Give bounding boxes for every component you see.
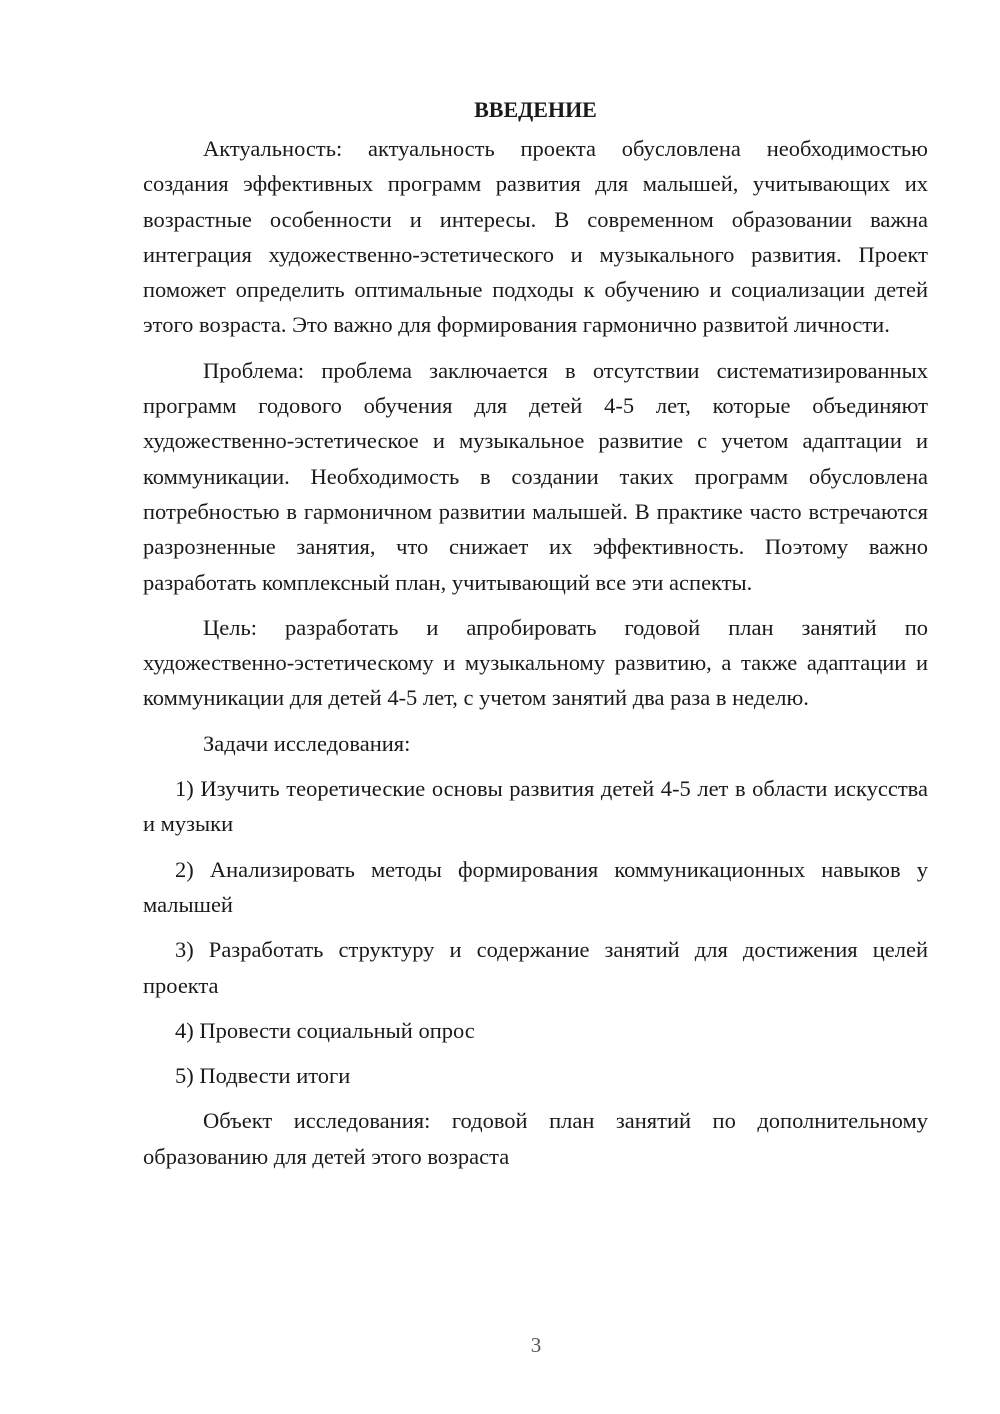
- page-number: 3: [530, 1333, 542, 1357]
- object-paragraph: Объект исследования: годовой план занятий по дополнительному образованию для детей этого возраста: [143, 1108, 928, 1169]
- task-item-2: 2) Анализировать методы формирования коммуникационных навыков у малышей: [143, 856, 928, 917]
- tasks-heading: Задачи исследования:: [203, 730, 411, 756]
- relevance-paragraph: Актуальность: актуальность проекта обусловлена необходимостью создания эффективных программ развития для малышей, учитывающих их возрастные особенности и интересы. В современном образовании важна интеграция художественно-эстетического и музыкального развития. Проект поможет определить оптимальные подходы к обучению и социализации детей этого возраста. Это важно для формирования гармонично развитой личности.: [143, 136, 928, 338]
- page-title: ВВЕДЕНИЕ: [474, 97, 597, 122]
- goal-paragraph: Цель: разработать и апробировать годовой план занятий по художественно-эстетическому и музыкальному развитию, а также адаптации и коммуникации для детей 4-5 лет, с учетом занятий два раза в неделю.: [143, 614, 928, 711]
- task-item-5: 5) Подвести итоги: [175, 1063, 351, 1089]
- document-page: [143, 95, 928, 1184]
- task-item-4: 4) Провести социальный опрос: [175, 1017, 475, 1043]
- problem-paragraph: Проблема: проблема заключается в отсутствии систематизированных программ годового обучения для детей 4-5 лет, которые объединяют художественно-эстетическое и музыкальное развитие с учетом адаптации и коммуникации. Необходимость в создании таких программ обусловлена потребностью в гармоничном развитии малышей. В практике часто встречаются разрозненные занятия, что снижает их эффективность. Поэтому важно разработать комплексный план, учитывающий все эти аспекты.: [143, 357, 928, 595]
- task-item-1: 1) Изучить теоретические основы развития детей 4-5 лет в области искусства и музыки: [143, 776, 928, 837]
- task-item-3: 3) Разработать структуру и содержание занятий для достижения целей проекта: [143, 937, 928, 998]
